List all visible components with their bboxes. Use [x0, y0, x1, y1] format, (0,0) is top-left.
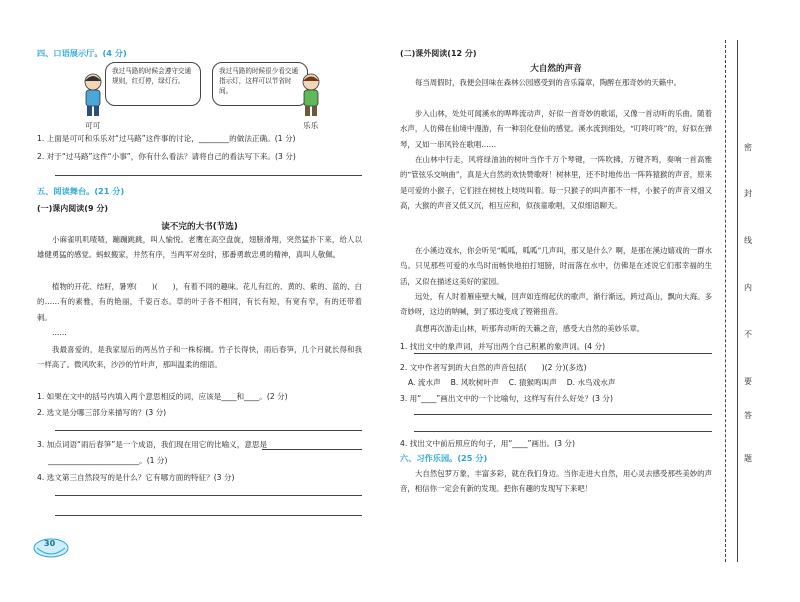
seal-char: 不 — [744, 330, 752, 339]
reading-question-3a: 3. 加点词语“雨后春笋”是一个成语，我们现在用它的比喻义，意思是 — [37, 440, 268, 449]
question-4-1: 1. 上面是可可和乐乐对“过马路”这件事的讨论，________的做法正确。(1 分) — [37, 134, 296, 143]
seal-char: 线 — [744, 236, 752, 245]
answer-line[interactable] — [414, 353, 712, 354]
outside-question-4: 4. 找出文中前后照应的句子，用“____”画出。(3 分) — [400, 439, 575, 448]
outside-paragraph-4: 在小溪边戏水，你会听见“呱呱，呱呱”几声叫，那又是什么？啊，是那在溪边嬉戏的一群水鸟。只见那些可爱的水鸟时而畅快地拍打翅膀，时而落在水中，仿佛是在述说它们那幸福的生活，又似在描述这美好的家园。 — [400, 246, 712, 286]
answer-line[interactable] — [414, 414, 712, 415]
section-4-title: 四、口语展示厅。(4 分) — [37, 48, 127, 58]
kid-left-illustration — [78, 72, 108, 118]
outside-paragraph-6: 真想再次游走山林，听那奔动听的天籁之音，感受大自然的美妙乐章。 — [415, 324, 645, 333]
outside-passage-title: 大自然的声音 — [530, 64, 582, 74]
passage-paragraph-4: 我最喜爱的，是我家屋后的两丛竹子和一株棕榈。竹子长得快，雨后春笋，几个月就长得和我一样高了。微风吹来，沙沙的竹叶声，那叫温柔的细语。 — [37, 345, 362, 370]
outside-paragraph-1: 每当周假时，我便会回味在森林公园感受到的音乐篇章，陶醉在那奇妙的天籁中。 — [415, 78, 682, 87]
answer-line[interactable] — [55, 430, 362, 431]
seal-char: 要 — [744, 377, 752, 386]
seal-line-dashed — [725, 40, 726, 562]
passage-paragraph-2: 植物的开花、结籽，暑寒( )( )，有着不同的趣味。花儿有红的、黄的、紫的、蓝的、白的……有的素雅，有的艳丽，千姿百态。草的叶子各不相同，有长有短，有宽有窄，有的还带着刺。 — [37, 282, 362, 322]
outside-question-2: 2. 文中作者写到的大自然的声音包括( )(2 分)(多选) — [400, 363, 587, 372]
answer-line[interactable] — [55, 515, 362, 516]
outside-question-1: 1. 找出文中的象声词，并写出两个自己积累的象声词。(4 分) — [400, 342, 606, 351]
speech-bubble-right: 我过马路的时候很少看交通指示灯，这样可以节省时间。 — [212, 62, 308, 106]
answer-line[interactable] — [414, 431, 712, 432]
seal-char: 封 — [744, 189, 752, 198]
outside-paragraph-5: 远处，有人时着雁座壁大喊，回声如连绵起伏的歌声，渐行渐远，跨过高山，飘向大海。多奇妙呀，这边的呐喊，到了那边变成了铿锵扭音。 — [400, 292, 712, 317]
page-number: 30 — [44, 539, 56, 548]
passage-title: 读不完的大书(节选) — [161, 222, 238, 232]
outside-paragraph-3: 在山林中行走，风将绿油油的树叶当作千万个琴键，一阵吹拂，万键齐鸣，奏响一首高雅的“管弦乐交响曲”，真是大自然的欢快赞歌呀！树林里，还不时地传出一阵阵猿猴的声音，原来是可爱的小猴子，它们挂在树枝上吱吱叫着。每一只猴子的叫声都不一样，小猴子的声音又细又高，大猴的声音又低又沉，相互应和，似孩童歌唱，又似细语聊天。 — [400, 155, 712, 211]
seal-char: 密 — [744, 143, 752, 152]
reading-question-4: 4. 选文第三自然段写的是什么？它有哪方面的特征？(3 分) — [37, 473, 235, 482]
kid-right-name: 乐乐 — [303, 121, 319, 130]
question-4-2: 2. 对于“过马路”这件“小事”，你有什么看法？请将自己的看法写下来。(3 分) — [37, 152, 296, 161]
outside-question-3: 3. 用“____”画出文中的一个比喻句，这样写有什么好处？(3 分) — [400, 394, 613, 403]
answer-line[interactable] — [55, 495, 362, 496]
reading-question-3b: ________________________。(1 分) — [48, 456, 168, 465]
seal-char: 题 — [744, 454, 752, 463]
outside-question-2-options: A. 流水声 B. 风吹树叶声 C. 猿猴鸣叫声 D. 水鸟戏水声 — [408, 378, 616, 387]
outside-paragraph-2: 步入山林，处处可闻溪水的哗哗流动声，好似一首奇妙的歌谣，又像一首动听的乐曲。随着水声，人仿佛在仙境中漫游，有一种羽化登仙的感觉。溪水流到细处，“叮咚叮咚”的，好似在弹琴，又如一串风铃在歌唱…… — [400, 109, 712, 149]
section-5-title: 五、阅读舞台。(21 分) — [37, 186, 125, 196]
seal-char: 内 — [744, 283, 752, 292]
section-6-prompt: 大自然包罗万象，丰富多彩，就在我们身边。当你走进大自然，用心灵去感受那些美妙的声音，相信你一定会有新的发现。把你有趣的发现写下来吧！ — [400, 469, 712, 494]
reading-question-1: 1. 如果在文中的括号内填入两个意思相反的词，应该是____和____。(2 分) — [37, 392, 288, 401]
answer-line[interactable] — [262, 449, 362, 450]
speech-bubble-left: 我过马路的时候会遵守交通规则，红灯停，绿灯行。 — [105, 62, 201, 106]
section-6-title: 六、习作乐园。(25 分) — [400, 453, 488, 463]
seal-char: 答 — [744, 411, 752, 420]
kid-left-name: 可可 — [85, 121, 101, 130]
kid-right-illustration — [296, 72, 326, 118]
reading-question-2: 2. 选文是分哪三部分来描写的？(3 分) — [37, 408, 167, 417]
passage-ellipsis: …… — [52, 328, 67, 337]
section-5-subtitle: (一)课内阅读(9 分) — [37, 204, 108, 213]
seal-line-solid — [737, 40, 738, 562]
answer-line[interactable] — [55, 175, 362, 176]
outside-reading-subtitle: (二)课外阅读(12 分) — [400, 49, 477, 58]
passage-paragraph-1: 小麻雀叽叽喳喳，蹦蹦跳跳，叫人愉悦。老鹰在高空盘旋，翅膀滑翔，突然猛扑下来，给人以雄健勇猛的感觉。蚂蚁搬家，井然有序，当两军对垒时，那番勇敢忠勇的精神，真叫人敬佩。 — [37, 235, 362, 260]
